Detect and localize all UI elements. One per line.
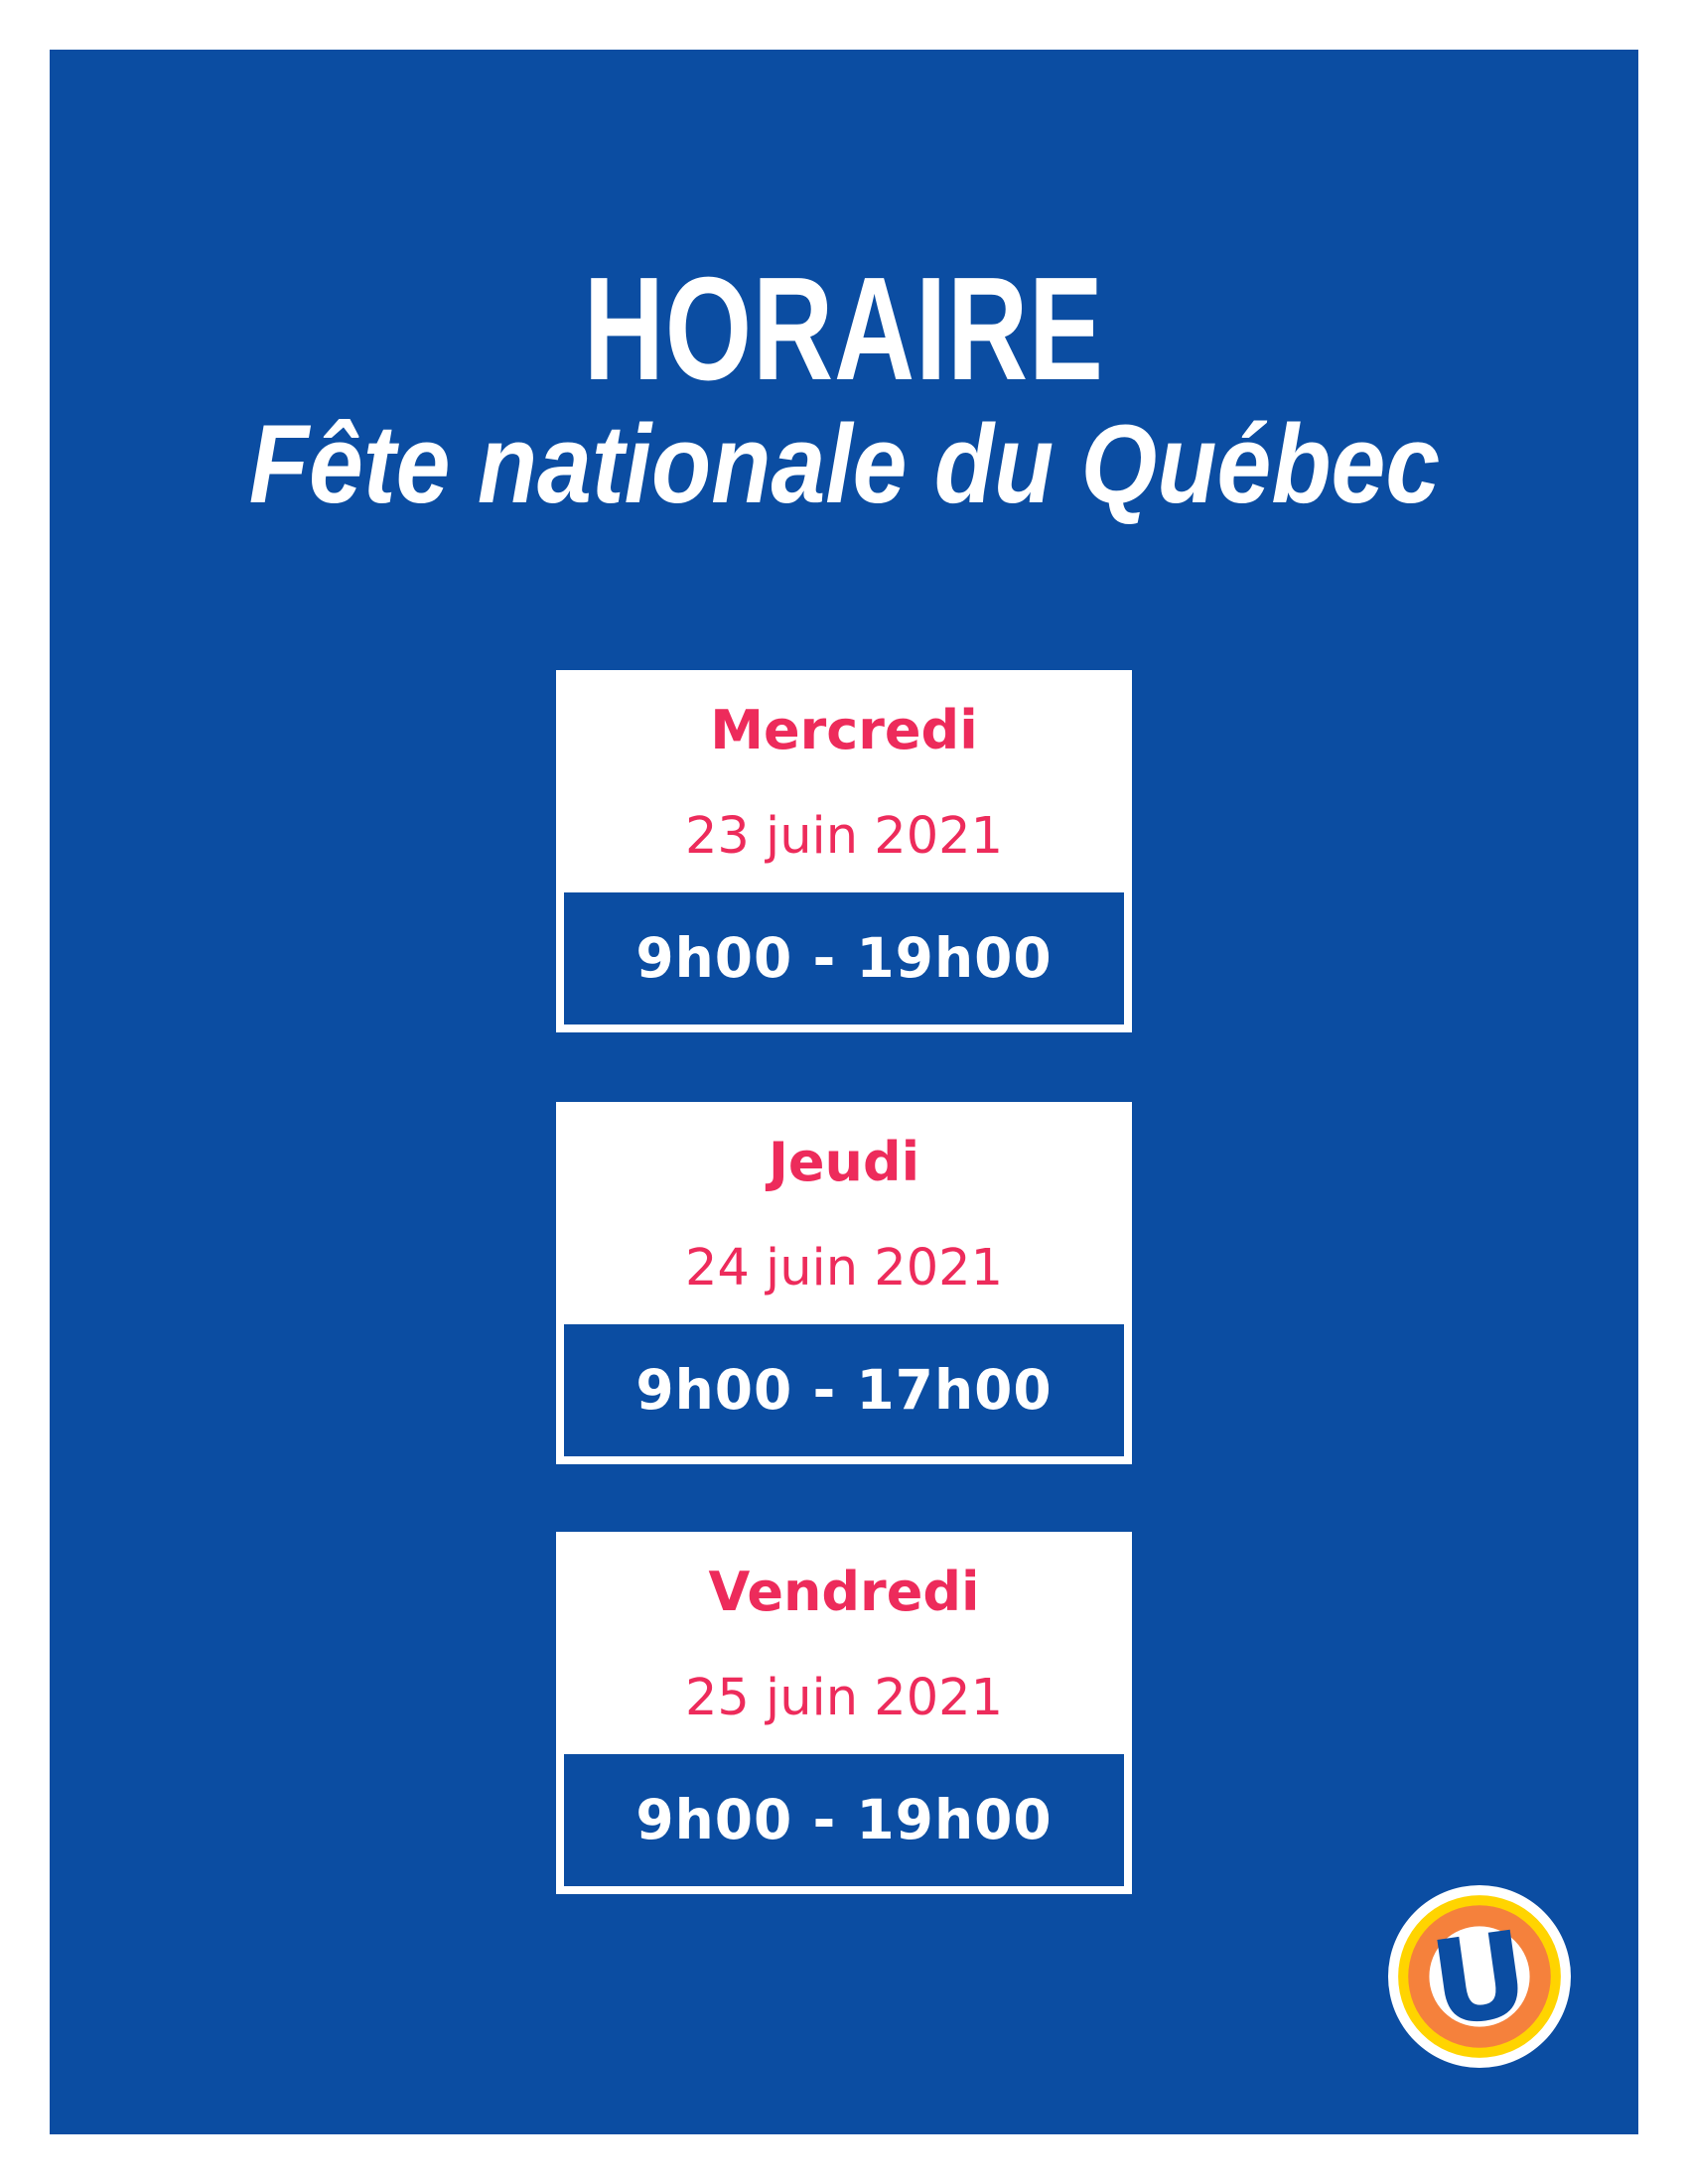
blue-panel bbox=[50, 50, 1638, 2134]
poster-title bbox=[50, 247, 1638, 411]
day-label: Vendredi bbox=[708, 1561, 980, 1623]
day-label: Mercredi bbox=[710, 699, 978, 761]
logo-u-letter: U bbox=[1423, 1905, 1537, 2054]
schedule-card-thursday bbox=[556, 1102, 1132, 1464]
schedule-card-friday bbox=[556, 1532, 1132, 1894]
date-label: 23 juin 2021 bbox=[684, 807, 1004, 866]
schedule-card-wednesday bbox=[556, 670, 1132, 1032]
hours-label: 9h00 - 19h00 bbox=[635, 1788, 1053, 1851]
hours-label: 9h00 - 19h00 bbox=[635, 926, 1053, 990]
poster-subtitle bbox=[50, 402, 1638, 526]
date-label: 24 juin 2021 bbox=[684, 1239, 1004, 1297]
hours-label: 9h00 - 17h00 bbox=[635, 1358, 1053, 1422]
date-label: 25 juin 2021 bbox=[684, 1669, 1004, 1727]
uniprix-logo bbox=[1388, 1885, 1571, 2068]
poster-subtitle-text: Fête nationale du Québec bbox=[248, 402, 1440, 526]
hours-band bbox=[564, 1754, 1124, 1886]
hours-band bbox=[564, 1324, 1124, 1456]
day-label: Jeudi bbox=[768, 1131, 920, 1193]
poster-title-text: HORAIRE bbox=[583, 247, 1104, 411]
hours-band bbox=[564, 892, 1124, 1024]
